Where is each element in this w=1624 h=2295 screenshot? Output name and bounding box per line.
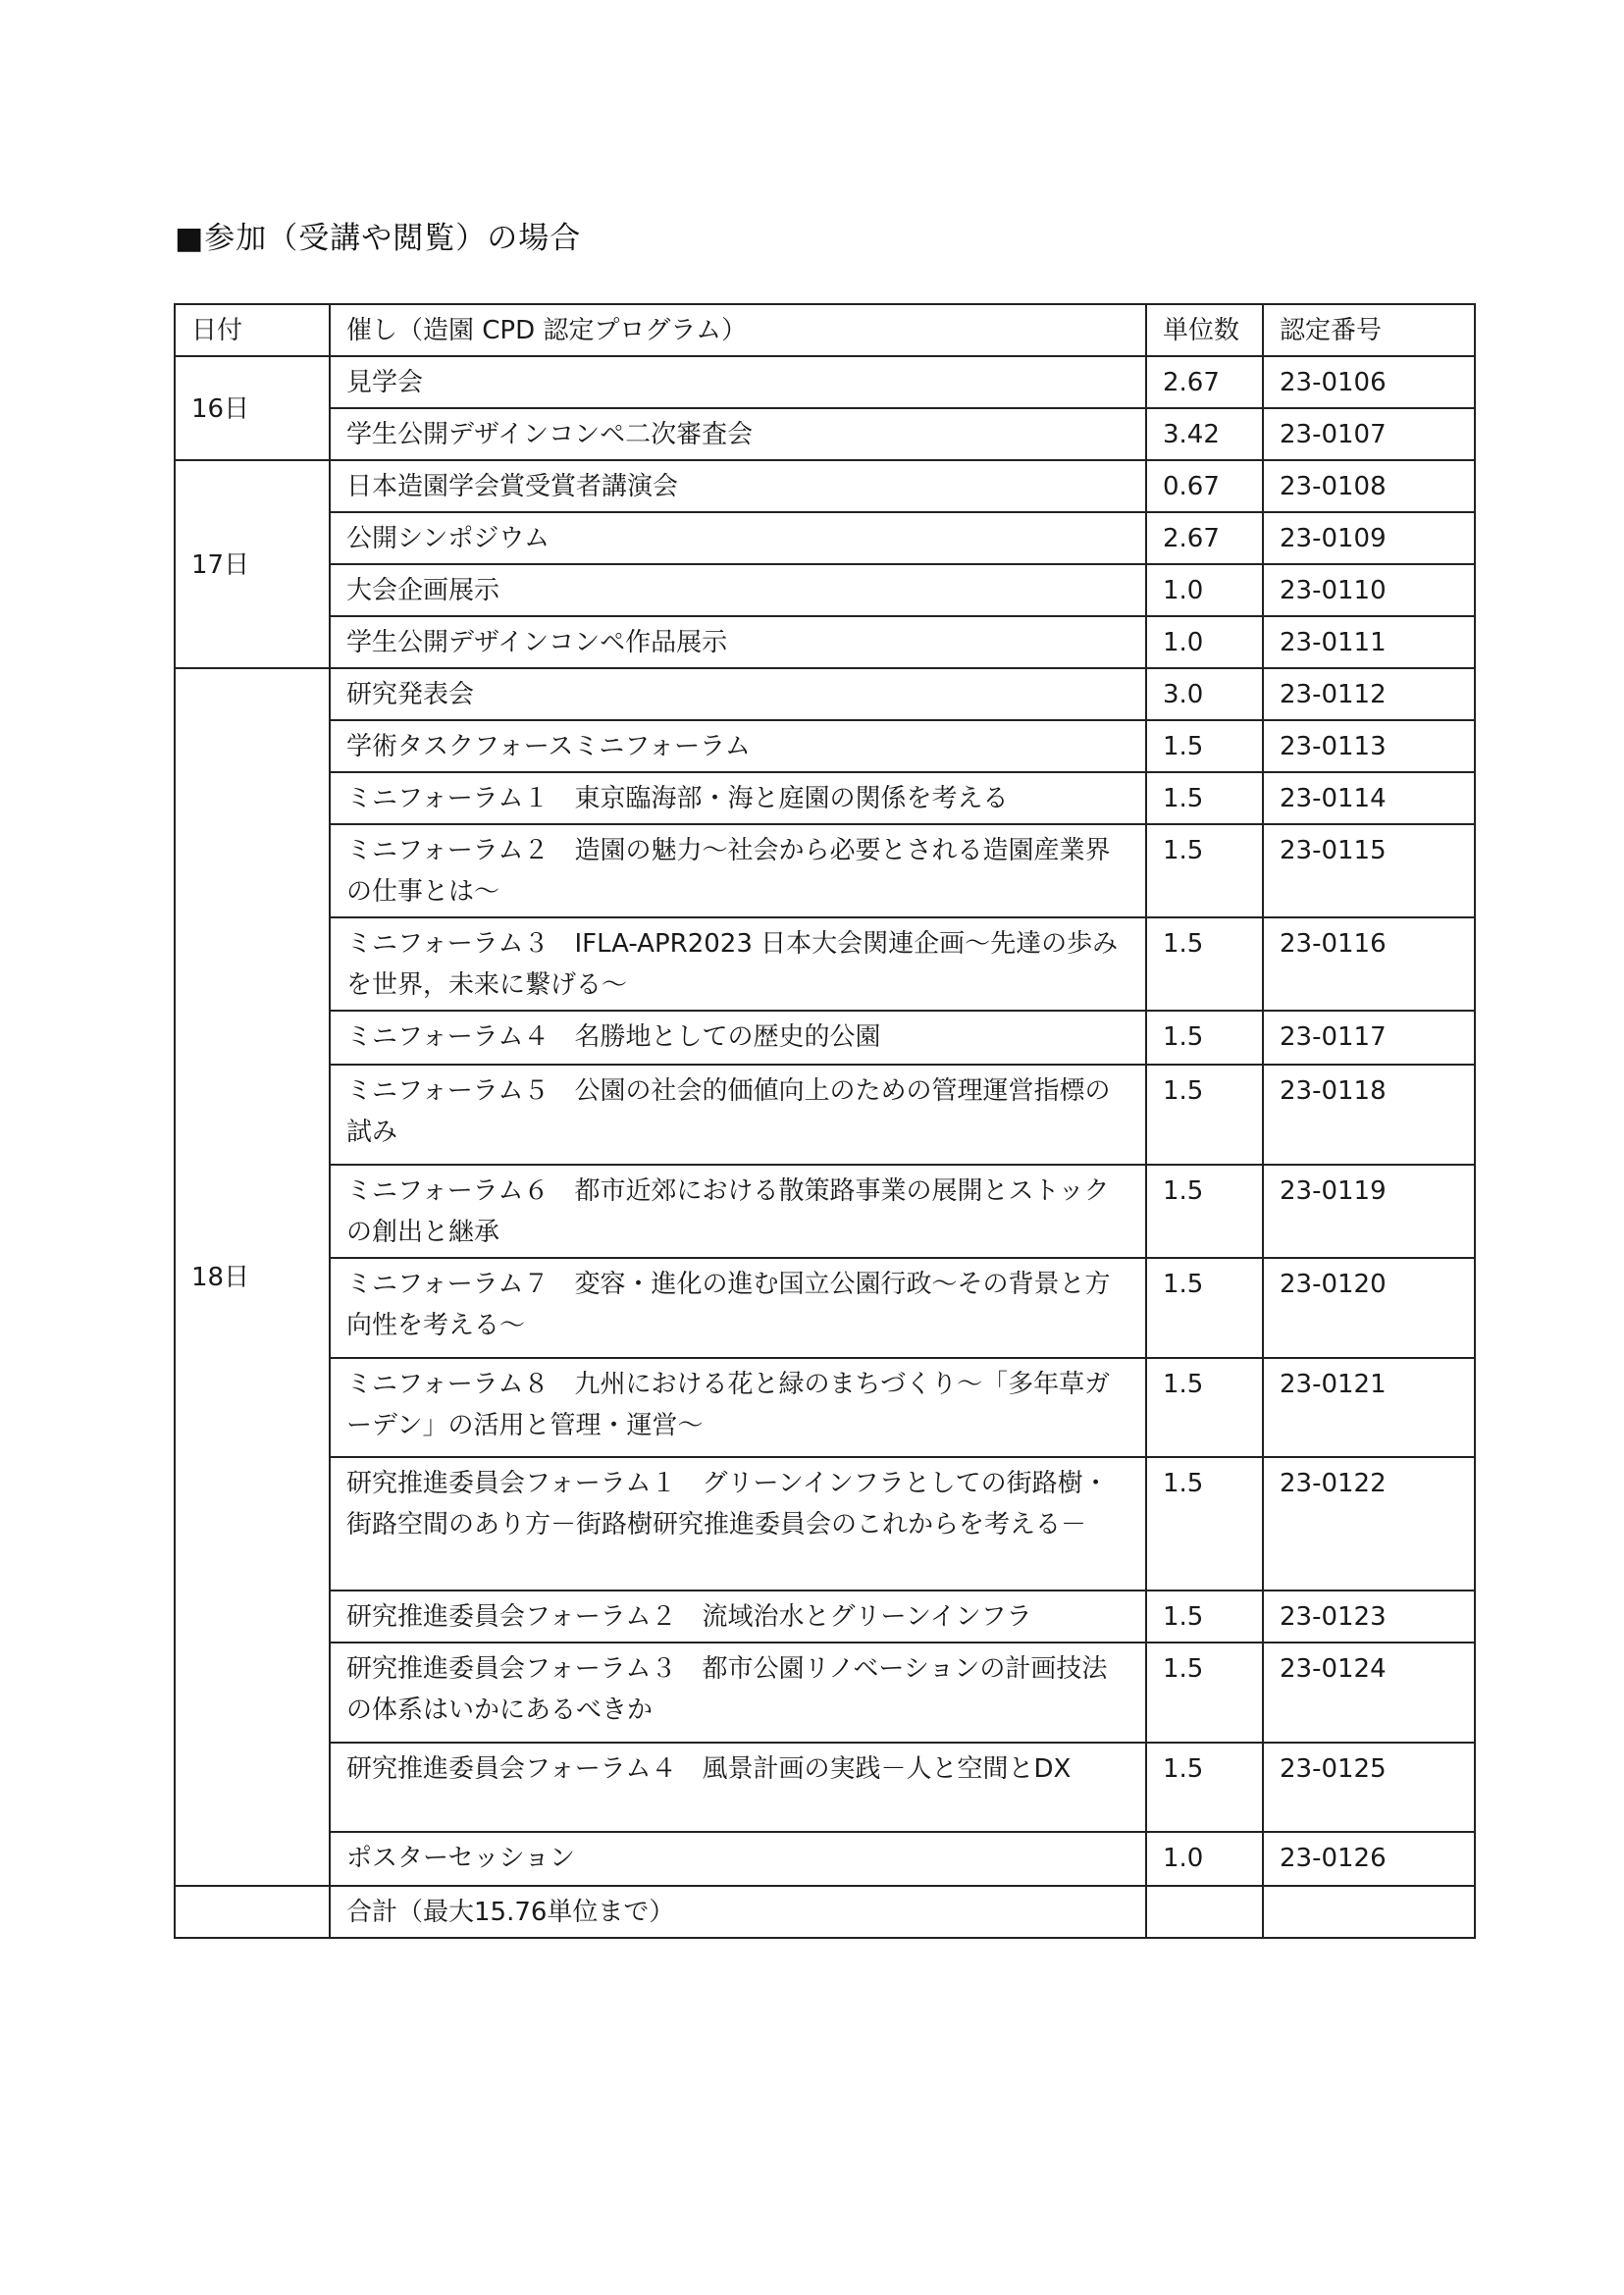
units-cell: 1.5 (1146, 1258, 1263, 1358)
table-row (175, 1457, 1475, 1591)
event-cell: ポスターセッション (330, 1832, 1146, 1886)
event-cell: ミニフォーラム７ 変容・進化の進む国立公園行政～その背景と方向性を考える～ (330, 1258, 1146, 1358)
table-row (175, 1258, 1475, 1358)
table-row (175, 1065, 1475, 1165)
cert-cell: 23-0110 (1263, 564, 1475, 616)
event-cell: 日本造園学会賞受賞者講演会 (330, 460, 1146, 512)
table-row (175, 356, 1475, 408)
table-row (175, 1011, 1475, 1065)
event-cell: 研究推進委員会フォーラム４ 風景計画の実践－人と空間とDX (330, 1743, 1146, 1832)
cpd-program-table (174, 303, 1476, 1939)
table-row (175, 720, 1475, 772)
cert-cell: 23-0124 (1263, 1643, 1475, 1743)
units-cell: 3.42 (1146, 408, 1263, 460)
header-cert-number: 認定番号 (1263, 304, 1475, 356)
event-cell: ミニフォーラム４ 名勝地としての歴史的公園 (330, 1011, 1146, 1065)
event-cell: ミニフォーラム３ IFLA-APR2023 日本大会関連企画～先達の歩みを世界，未来に繋げる～ (330, 917, 1146, 1011)
event-cell: 研究推進委員会フォーラム１ グリーンインフラとしての街路樹・街路空間のあり方－街路樹研究推進委員会のこれからを考える－ (330, 1457, 1146, 1591)
units-cell: 2.67 (1146, 512, 1263, 564)
cert-cell: 23-0107 (1263, 408, 1475, 460)
cert-cell: 23-0116 (1263, 917, 1475, 1011)
units-cell: 1.0 (1146, 616, 1263, 668)
table-row (175, 512, 1475, 564)
cert-cell: 23-0119 (1263, 1165, 1475, 1258)
table-row (175, 1358, 1475, 1457)
cert-cell: 23-0125 (1263, 1743, 1475, 1832)
event-cell: 見学会 (330, 356, 1146, 408)
date-cell-16: 16日 (175, 356, 330, 460)
units-cell: 1.5 (1146, 824, 1263, 917)
table-row (175, 917, 1475, 1011)
table-row (175, 668, 1475, 720)
cert-cell: 23-0117 (1263, 1011, 1475, 1065)
cert-cell: 23-0122 (1263, 1457, 1475, 1591)
event-cell: ミニフォーラム６ 都市近郊における散策路事業の展開とストックの創出と継承 (330, 1165, 1146, 1258)
date-cell-18: 18日 (175, 668, 330, 1886)
cert-cell: 23-0112 (1263, 668, 1475, 720)
cert-cell: 23-0121 (1263, 1358, 1475, 1457)
header-date: 日付 (175, 304, 330, 356)
units-cell: 1.5 (1146, 720, 1263, 772)
cert-cell: 23-0115 (1263, 824, 1475, 917)
event-cell: 研究推進委員会フォーラム３ 都市公園リノベーションの計画技法の体系はいかにあるべきか (330, 1643, 1146, 1743)
units-cell: 1.5 (1146, 1165, 1263, 1258)
event-cell: 学生公開デザインコンペ作品展示 (330, 616, 1146, 668)
units-cell: 2.67 (1146, 356, 1263, 408)
table-row (175, 1832, 1475, 1886)
units-cell: 1.0 (1146, 564, 1263, 616)
cert-cell: 23-0126 (1263, 1832, 1475, 1886)
units-cell: 1.0 (1146, 1832, 1263, 1886)
units-cell: 1.5 (1146, 1743, 1263, 1832)
table-row (175, 564, 1475, 616)
units-cell: 1.5 (1146, 917, 1263, 1011)
event-cell: ミニフォーラム２ 造園の魅力～社会から必要とされる造園産業界の仕事とは～ (330, 824, 1146, 917)
units-cell: 1.5 (1146, 772, 1263, 824)
units-cell: 1.5 (1146, 1591, 1263, 1643)
table-row (175, 408, 1475, 460)
table-row (175, 616, 1475, 668)
header-units: 単位数 (1146, 304, 1263, 356)
event-cell: 学生公開デザインコンペ二次審査会 (330, 408, 1146, 460)
event-cell: ミニフォーラム８ 九州における花と緑のまちづくり～「多年草ガーデン」の活用と管理・運営～ (330, 1358, 1146, 1457)
page-heading: ■参加（受講や閲覧）の場合 (175, 221, 582, 256)
table-row (175, 1643, 1475, 1743)
total-units-cell (1146, 1886, 1263, 1938)
event-cell: 大会企画展示 (330, 564, 1146, 616)
table-row (175, 772, 1475, 824)
cert-cell: 23-0118 (1263, 1065, 1475, 1165)
cert-cell: 23-0114 (1263, 772, 1475, 824)
cert-cell: 23-0111 (1263, 616, 1475, 668)
table-row (175, 1165, 1475, 1258)
table-row (175, 824, 1475, 917)
table-row (175, 1743, 1475, 1832)
header-event: 催し（造園 CPD 認定プログラム） (330, 304, 1146, 356)
cert-cell: 23-0109 (1263, 512, 1475, 564)
units-cell: 1.5 (1146, 1011, 1263, 1065)
event-cell: 公開シンポジウム (330, 512, 1146, 564)
table-row (175, 1591, 1475, 1643)
units-cell: 3.0 (1146, 668, 1263, 720)
event-cell: ミニフォーラム１ 東京臨海部・海と庭園の関係を考える (330, 772, 1146, 824)
units-cell: 1.5 (1146, 1457, 1263, 1591)
date-cell-17: 17日 (175, 460, 330, 668)
cert-cell: 23-0106 (1263, 356, 1475, 408)
event-cell: 研究推進委員会フォーラム２ 流域治水とグリーンインフラ (330, 1591, 1146, 1643)
total-row (175, 1886, 1475, 1938)
total-label: 合計（最大15.76単位まで） (330, 1886, 1146, 1938)
table-header-row (175, 304, 1475, 356)
table-row (175, 460, 1475, 512)
event-cell: ミニフォーラム５ 公園の社会的価値向上のための管理運営指標の試み (330, 1065, 1146, 1165)
cert-cell: 23-0113 (1263, 720, 1475, 772)
event-cell: 研究発表会 (330, 668, 1146, 720)
units-cell: 1.5 (1146, 1358, 1263, 1457)
event-cell: 学術タスクフォースミニフォーラム (330, 720, 1146, 772)
total-date-cell (175, 1886, 330, 1938)
cert-cell: 23-0108 (1263, 460, 1475, 512)
units-cell: 1.5 (1146, 1643, 1263, 1743)
cert-cell: 23-0120 (1263, 1258, 1475, 1358)
units-cell: 0.67 (1146, 460, 1263, 512)
units-cell: 1.5 (1146, 1065, 1263, 1165)
total-cert-cell (1263, 1886, 1475, 1938)
cert-cell: 23-0123 (1263, 1591, 1475, 1643)
